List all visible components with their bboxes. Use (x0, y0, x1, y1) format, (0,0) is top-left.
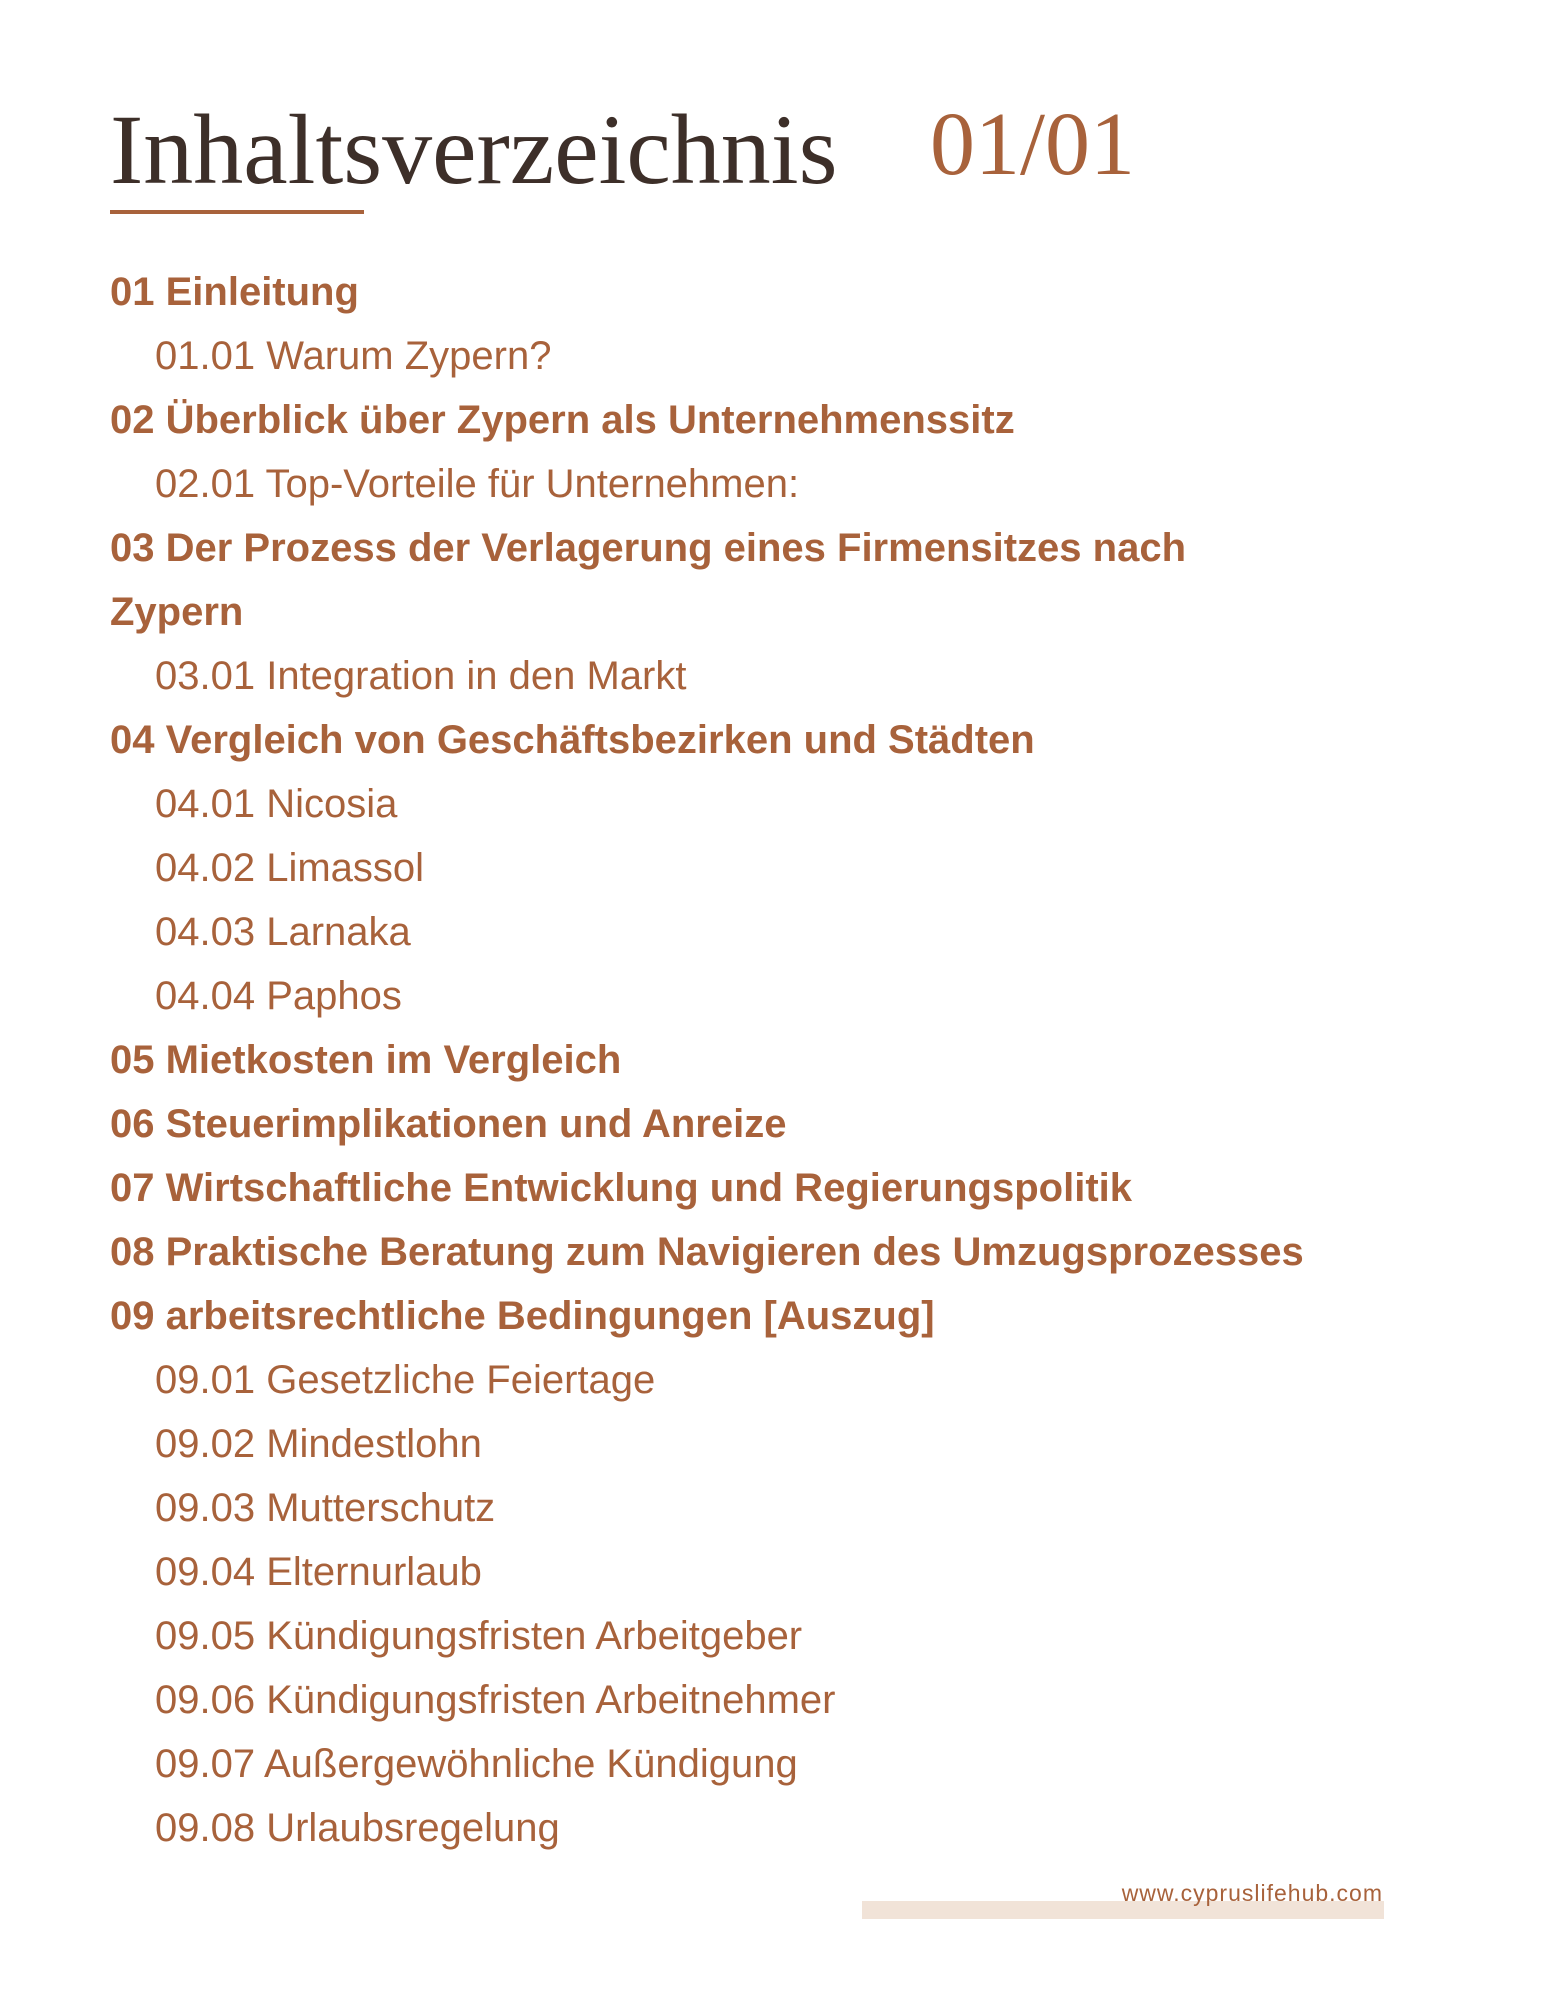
toc-chapter: 04 Vergleich von Geschäftsbezirken und Städten (110, 718, 1035, 762)
toc-subsection: 09.04 Elternurlaub (155, 1550, 482, 1594)
toc-chapter: 01 Einleitung (110, 270, 359, 314)
page-indicator: 01/01 (930, 95, 1136, 194)
toc-chapter: 03 Der Prozess der Verlagerung eines Firmensitzes nach (110, 526, 1187, 570)
toc-subsection: 09.07 Außergewöhnliche Kündigung (155, 1742, 798, 1786)
toc-subsection: 04.04 Paphos (155, 974, 402, 1018)
toc-subsection: 04.03 Larnaka (155, 910, 411, 954)
footer-url: www.cypruslifehub.com (1121, 1880, 1383, 1906)
toc-chapter: Zypern (110, 590, 244, 634)
toc-subsection: 02.01 Top-Vorteile für Unternehmen: (155, 462, 800, 506)
table-of-contents (110, 260, 1304, 1860)
title-underline (110, 210, 364, 214)
toc-chapter: 09 arbeitsrechtliche Bedingungen [Auszug] (110, 1294, 935, 1338)
toc-chapter: 02 Überblick über Zypern als Unternehmenssitz (110, 398, 1015, 442)
toc-chapter: 07 Wirtschaftliche Entwicklung und Regierungspolitik (110, 1166, 1132, 1210)
toc-subsection: 03.01 Integration in den Markt (155, 654, 687, 698)
toc-chapter: 08 Praktische Beratung zum Navigieren des Umzugsprozesses (110, 1230, 1304, 1274)
toc-chapter: 06 Steuerimplikationen und Anreize (110, 1102, 787, 1146)
toc-subsection: 09.03 Mutterschutz (155, 1486, 496, 1530)
toc-subsection: 09.05 Kündigungsfristen Arbeitgeber (155, 1614, 803, 1658)
toc-subsection: 09.01 Gesetzliche Feiertage (155, 1358, 656, 1402)
toc-subsection: 04.02 Limassol (155, 846, 425, 890)
toc-chapter: 05 Mietkosten im Vergleich (110, 1038, 622, 1082)
toc-subsection: 09.06 Kündigungsfristen Arbeitnehmer (155, 1678, 836, 1722)
toc-subsection: 04.01 Nicosia (155, 782, 398, 826)
toc-subsection: 09.02 Mindestlohn (155, 1422, 482, 1466)
toc-subsection: 09.08 Urlaubsregelung (155, 1806, 560, 1850)
page-title: Inhaltsverzeichnis (110, 94, 838, 205)
toc-subsection: 01.01 Warum Zypern? (155, 334, 552, 378)
